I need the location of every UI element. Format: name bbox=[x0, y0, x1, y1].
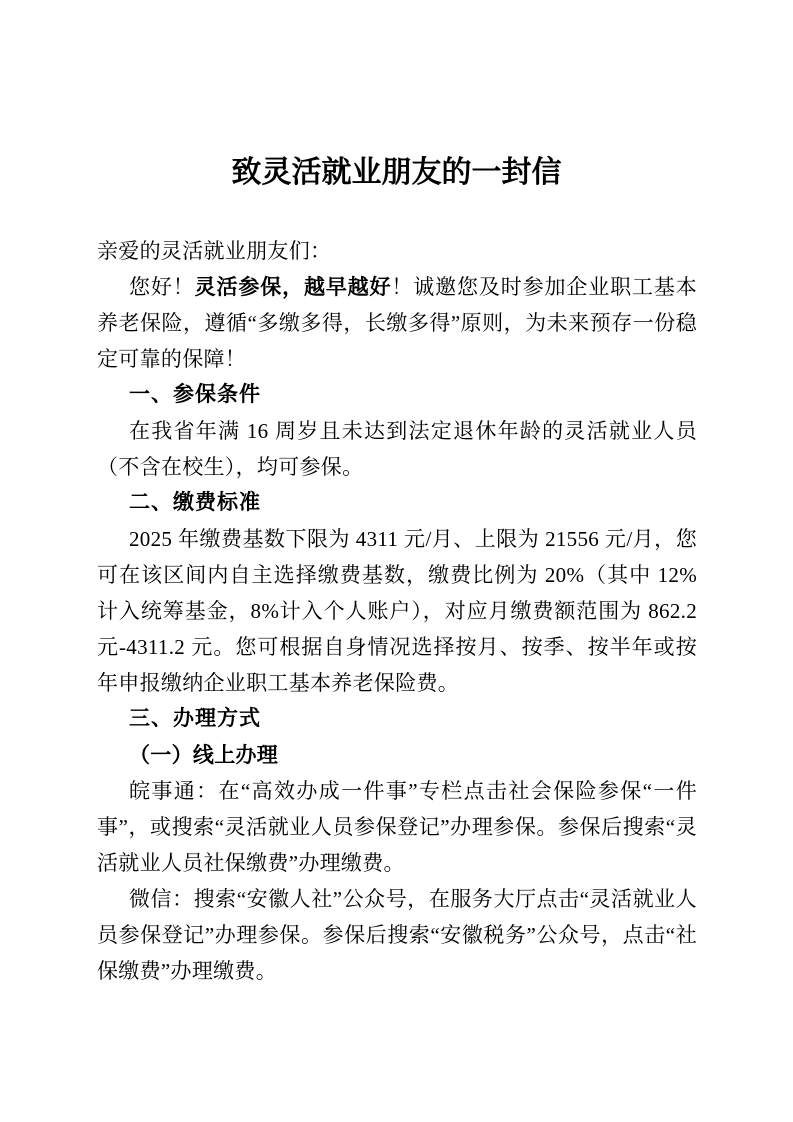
document-title: 致灵活就业朋友的一封信 bbox=[231, 156, 562, 189]
section-3-subheading: （一）线上办理 bbox=[129, 743, 279, 767]
section-2-paragraph: 2025 年缴费基数下限为 4311 元/月、上限为 21556 元/月，您可在该区间内自主选择缴费基数，缴费比例为 20%（其中 12%计入统筹基金，8%计入个人账户），对应月缴费额范围为 862.2 元-4311.2 元。您可根据自身情况选择按月、按季、按半年或按年申报缴纳企业职工基本养老保险费。 bbox=[97, 527, 697, 695]
section-3-paragraph-wechat: 微信：搜索“安徽人社”公众号，在服务大厅点击“灵活就业人员参保登记”办理参保。参保后搜索“安徽税务”公众号，点击“社保缴费”办理缴费。 bbox=[97, 887, 697, 983]
salutation: 亲爱的灵活就业朋友们： bbox=[97, 239, 332, 263]
section-2-heading: 二、缴费标准 bbox=[129, 491, 261, 514]
intro-paragraph bbox=[97, 269, 697, 377]
letter-body bbox=[97, 233, 697, 989]
section-3-paragraph-wanshitong: 皖事通：在“高效办成一件事”专栏点击社会保险参保“一件事”，或搜索“灵活就业人员参保登记”办理参保。参保后搜索“灵活就业人员社保缴费”办理缴费。 bbox=[97, 779, 697, 875]
section-3-heading: 三、办理方式 bbox=[129, 707, 261, 730]
intro-emphasis: 灵活参保，越早越好 bbox=[194, 275, 392, 299]
section-1-paragraph: 在我省年满 16 周岁且未达到法定退休年龄的灵活就业人员（不含在校生），均可参保。 bbox=[97, 419, 697, 479]
section-1-heading: 一、参保条件 bbox=[129, 383, 261, 406]
intro-text-pre: 您好！ bbox=[129, 275, 195, 299]
intro-text-post: ！诚邀您及时参加企业职工基本养老保险，遵循“多缴多得，长缴多得”原则，为未来预存一份稳定可靠的保障！ bbox=[97, 275, 697, 371]
